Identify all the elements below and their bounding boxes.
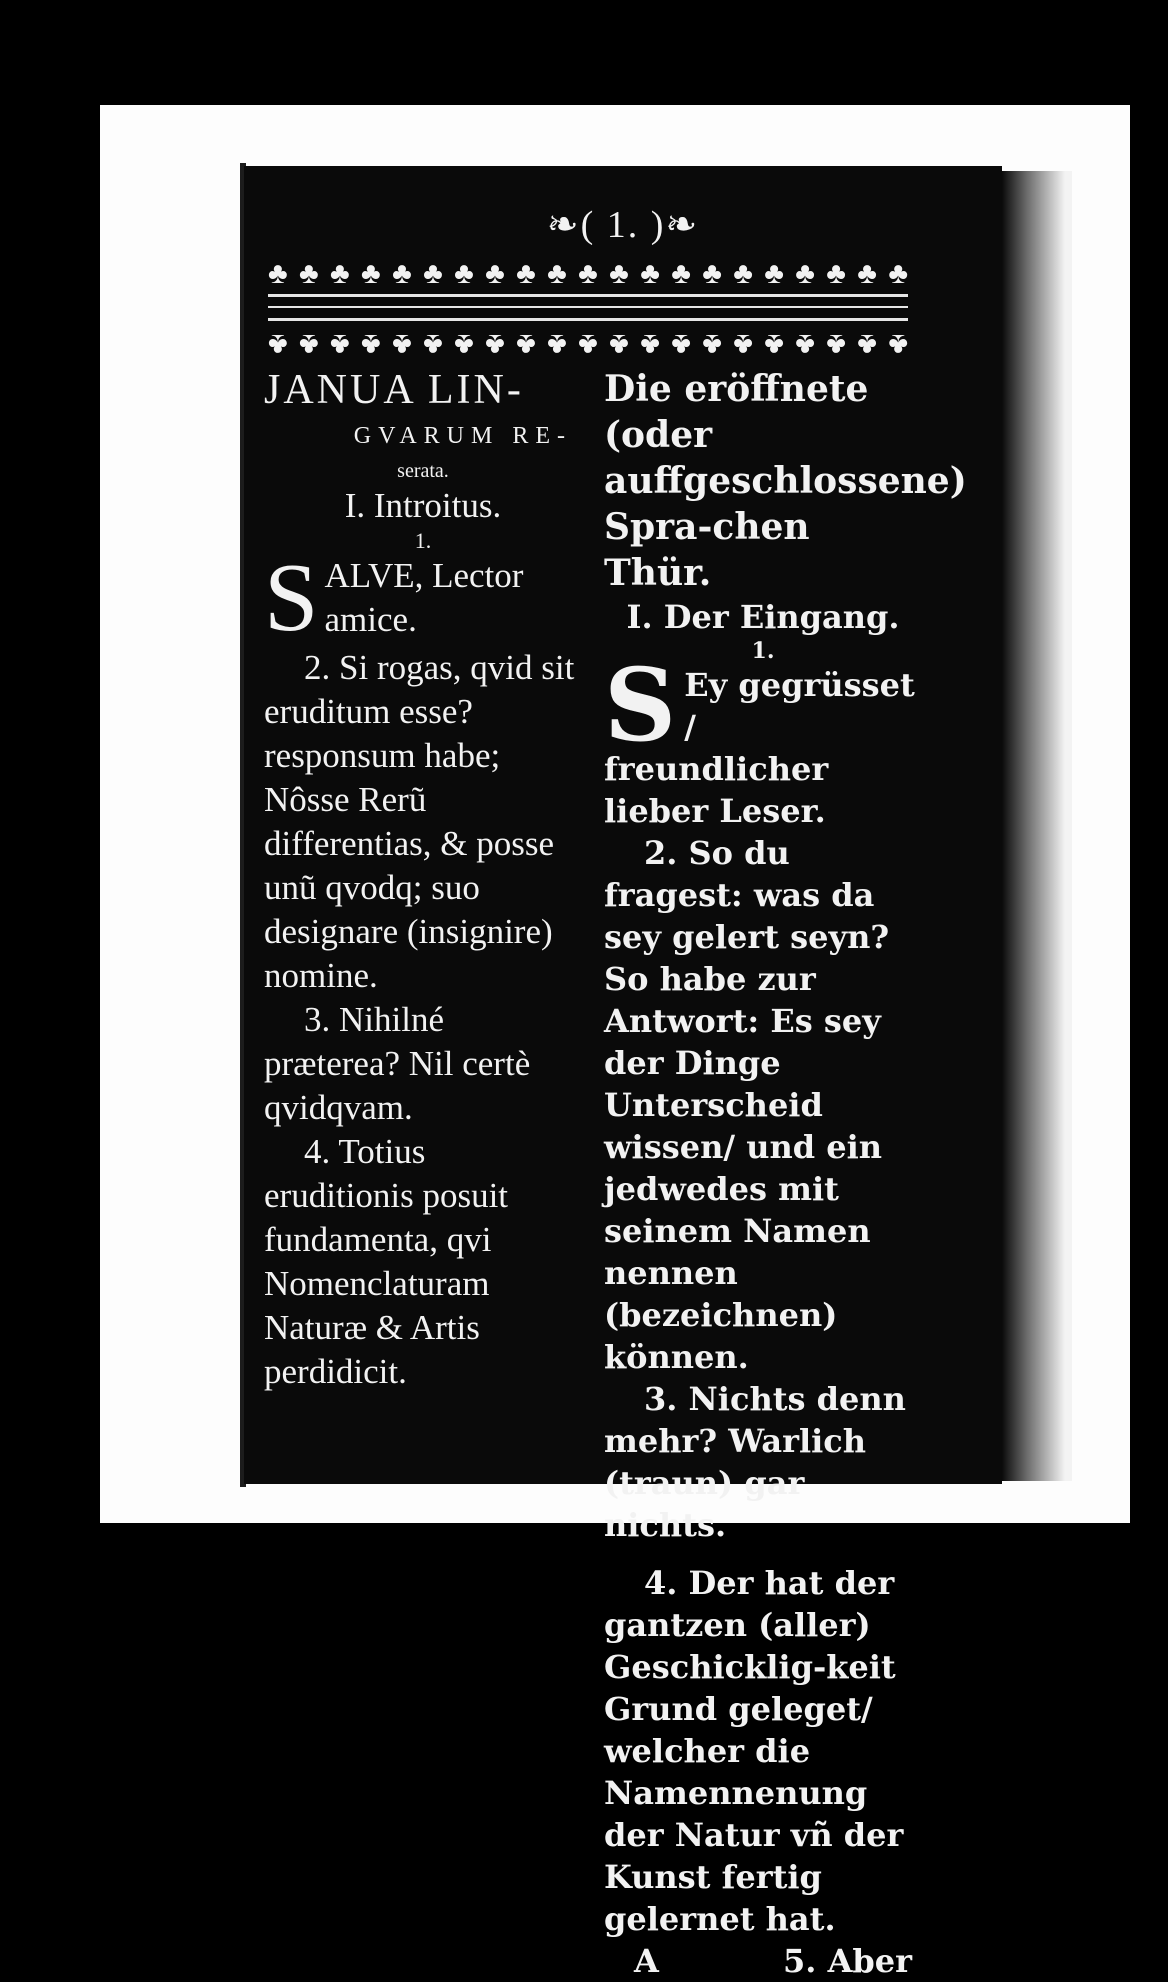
german-title: Die eröffnete (oder auffgeschlossene) Spra-chen Thür. — [604, 368, 967, 594]
fleuron-icon: ♣ — [609, 257, 629, 290]
fleuron-icon: ♣ — [330, 328, 350, 361]
fleuron-icon: ♣ — [826, 328, 846, 361]
fleuron-icon: ♣ — [330, 257, 350, 290]
page-edge — [1002, 171, 1072, 1481]
ornament-rule — [268, 306, 908, 308]
fleuron-icon: ♣ — [640, 257, 660, 290]
catchword: 5. Aber — [783, 1942, 912, 1980]
fleuron-icon: ♣ — [392, 328, 412, 361]
latin-column — [264, 366, 582, 1394]
fleuron-icon: ♣ — [516, 328, 536, 361]
fleuron-icon: ♣ — [702, 257, 722, 290]
ornament-row-top — [268, 256, 908, 292]
fleuron-icon: ♣ — [671, 328, 691, 361]
german-dropcap: S — [604, 646, 677, 764]
fleuron-icon: ♣ — [547, 328, 567, 361]
fleuron-icon: ♣ — [361, 257, 381, 290]
fleuron-icon: ♣ — [547, 257, 567, 290]
fleuron-icon: ♣ — [361, 328, 381, 361]
fleuron-icon: ♣ — [795, 257, 815, 290]
fleuron-icon: ♣ — [640, 328, 660, 361]
german-section-3: 3. Nichts denn mehr? Warlich (traun) gar nichts. — [604, 1380, 906, 1544]
latin-title: JANUA LIN- — [264, 367, 524, 413]
fleuron-icon: ♣ — [578, 328, 598, 361]
fleuron-icon: ♣ — [423, 257, 443, 290]
fleuron-icon: ♣ — [268, 328, 288, 361]
latin-title-continued: GVARUM RE- — [353, 423, 572, 449]
german-column — [604, 366, 967, 1982]
fleuron-icon: ♣ — [392, 257, 412, 290]
fleuron-icon: ♣ — [485, 257, 505, 290]
fleuron-icon: ♣ — [826, 257, 846, 290]
latin-section-1-text: ALVE, Lector amice. — [324, 556, 524, 639]
fleuron-icon: ♣ — [764, 328, 784, 361]
fleuron-icon: ♣ — [888, 328, 908, 361]
fleuron-icon: ♣ — [299, 328, 319, 361]
fleuron-icon: ♣ — [268, 257, 288, 290]
page-number: ❧( 1. )❧ — [546, 204, 700, 246]
german-section-4: 4. Der hat der gantzen (aller) Geschicklig-keit Grund geleget/ welcher die Namennenung der Natur vñ der Kunst fertig gelernet hat. — [604, 1564, 904, 1938]
german-chapter-heading: I. Der Eingang. — [626, 598, 900, 636]
fleuron-icon: ♣ — [671, 257, 691, 290]
scan-frame — [100, 105, 1130, 1980]
german-section-2: 2. So du fragest: was da sey gelert seyn? So habe zur Antwort: Es sey der Dinge Unterscheid wissen/ und ein jedwedes mit seinem Namen nennen (bezeichnen) können. — [604, 834, 890, 1376]
ornament-row-bottom — [268, 326, 908, 362]
fleuron-icon: ♣ — [454, 257, 474, 290]
latin-section-4: 4. Totius eruditionis posuit fundamenta, qvi Nomenclaturam Naturæ & Artis perdidicit. — [264, 1132, 509, 1391]
fleuron-icon: ♣ — [454, 328, 474, 361]
fleuron-icon: ♣ — [516, 257, 536, 290]
fleuron-icon: ♣ — [857, 257, 877, 290]
book-page — [244, 166, 1002, 1980]
fleuron-icon: ♣ — [423, 328, 443, 361]
fleuron-icon: ♣ — [733, 328, 753, 361]
german-section-1-text: Ey gegrüsset / freundlicher lieber Leser. — [604, 666, 915, 830]
latin-chapter-heading: I. Introitus. — [344, 486, 502, 525]
ornament-rule — [268, 318, 908, 321]
fleuron-icon: ♣ — [733, 257, 753, 290]
fleuron-icon: ♣ — [764, 257, 784, 290]
latin-section-3: 3. Nihilné præterea? Nil certè qvidqvam. — [264, 1000, 531, 1127]
latin-dropcap: S — [264, 544, 319, 652]
spacer — [604, 1546, 922, 1562]
fleuron-icon: ♣ — [857, 328, 877, 361]
fleuron-icon: ♣ — [888, 257, 908, 290]
fleuron-icon: ♣ — [578, 257, 598, 290]
fleuron-icon: ♣ — [609, 328, 629, 361]
latin-section-number: 1. — [414, 528, 432, 553]
latin-section-1 — [264, 544, 582, 652]
ornament-rule — [268, 294, 908, 297]
signature-mark: A — [634, 1942, 659, 1980]
fleuron-icon: ♣ — [485, 328, 505, 361]
fleuron-icon: ♣ — [299, 257, 319, 290]
fleuron-icon: ♣ — [702, 328, 722, 361]
latin-title-end: serata. — [397, 460, 449, 482]
fleuron-icon: ♣ — [795, 328, 815, 361]
german-section-number: 1. — [751, 638, 775, 664]
latin-section-2: 2. Si rogas, qvid sit eruditum esse? responsum habe; Nôsse Rerũ differentias, & posse unũ qvodq; suo designare (insignire) nomine. — [264, 648, 575, 995]
german-section-1 — [604, 646, 922, 832]
page-footer — [604, 1940, 922, 1982]
